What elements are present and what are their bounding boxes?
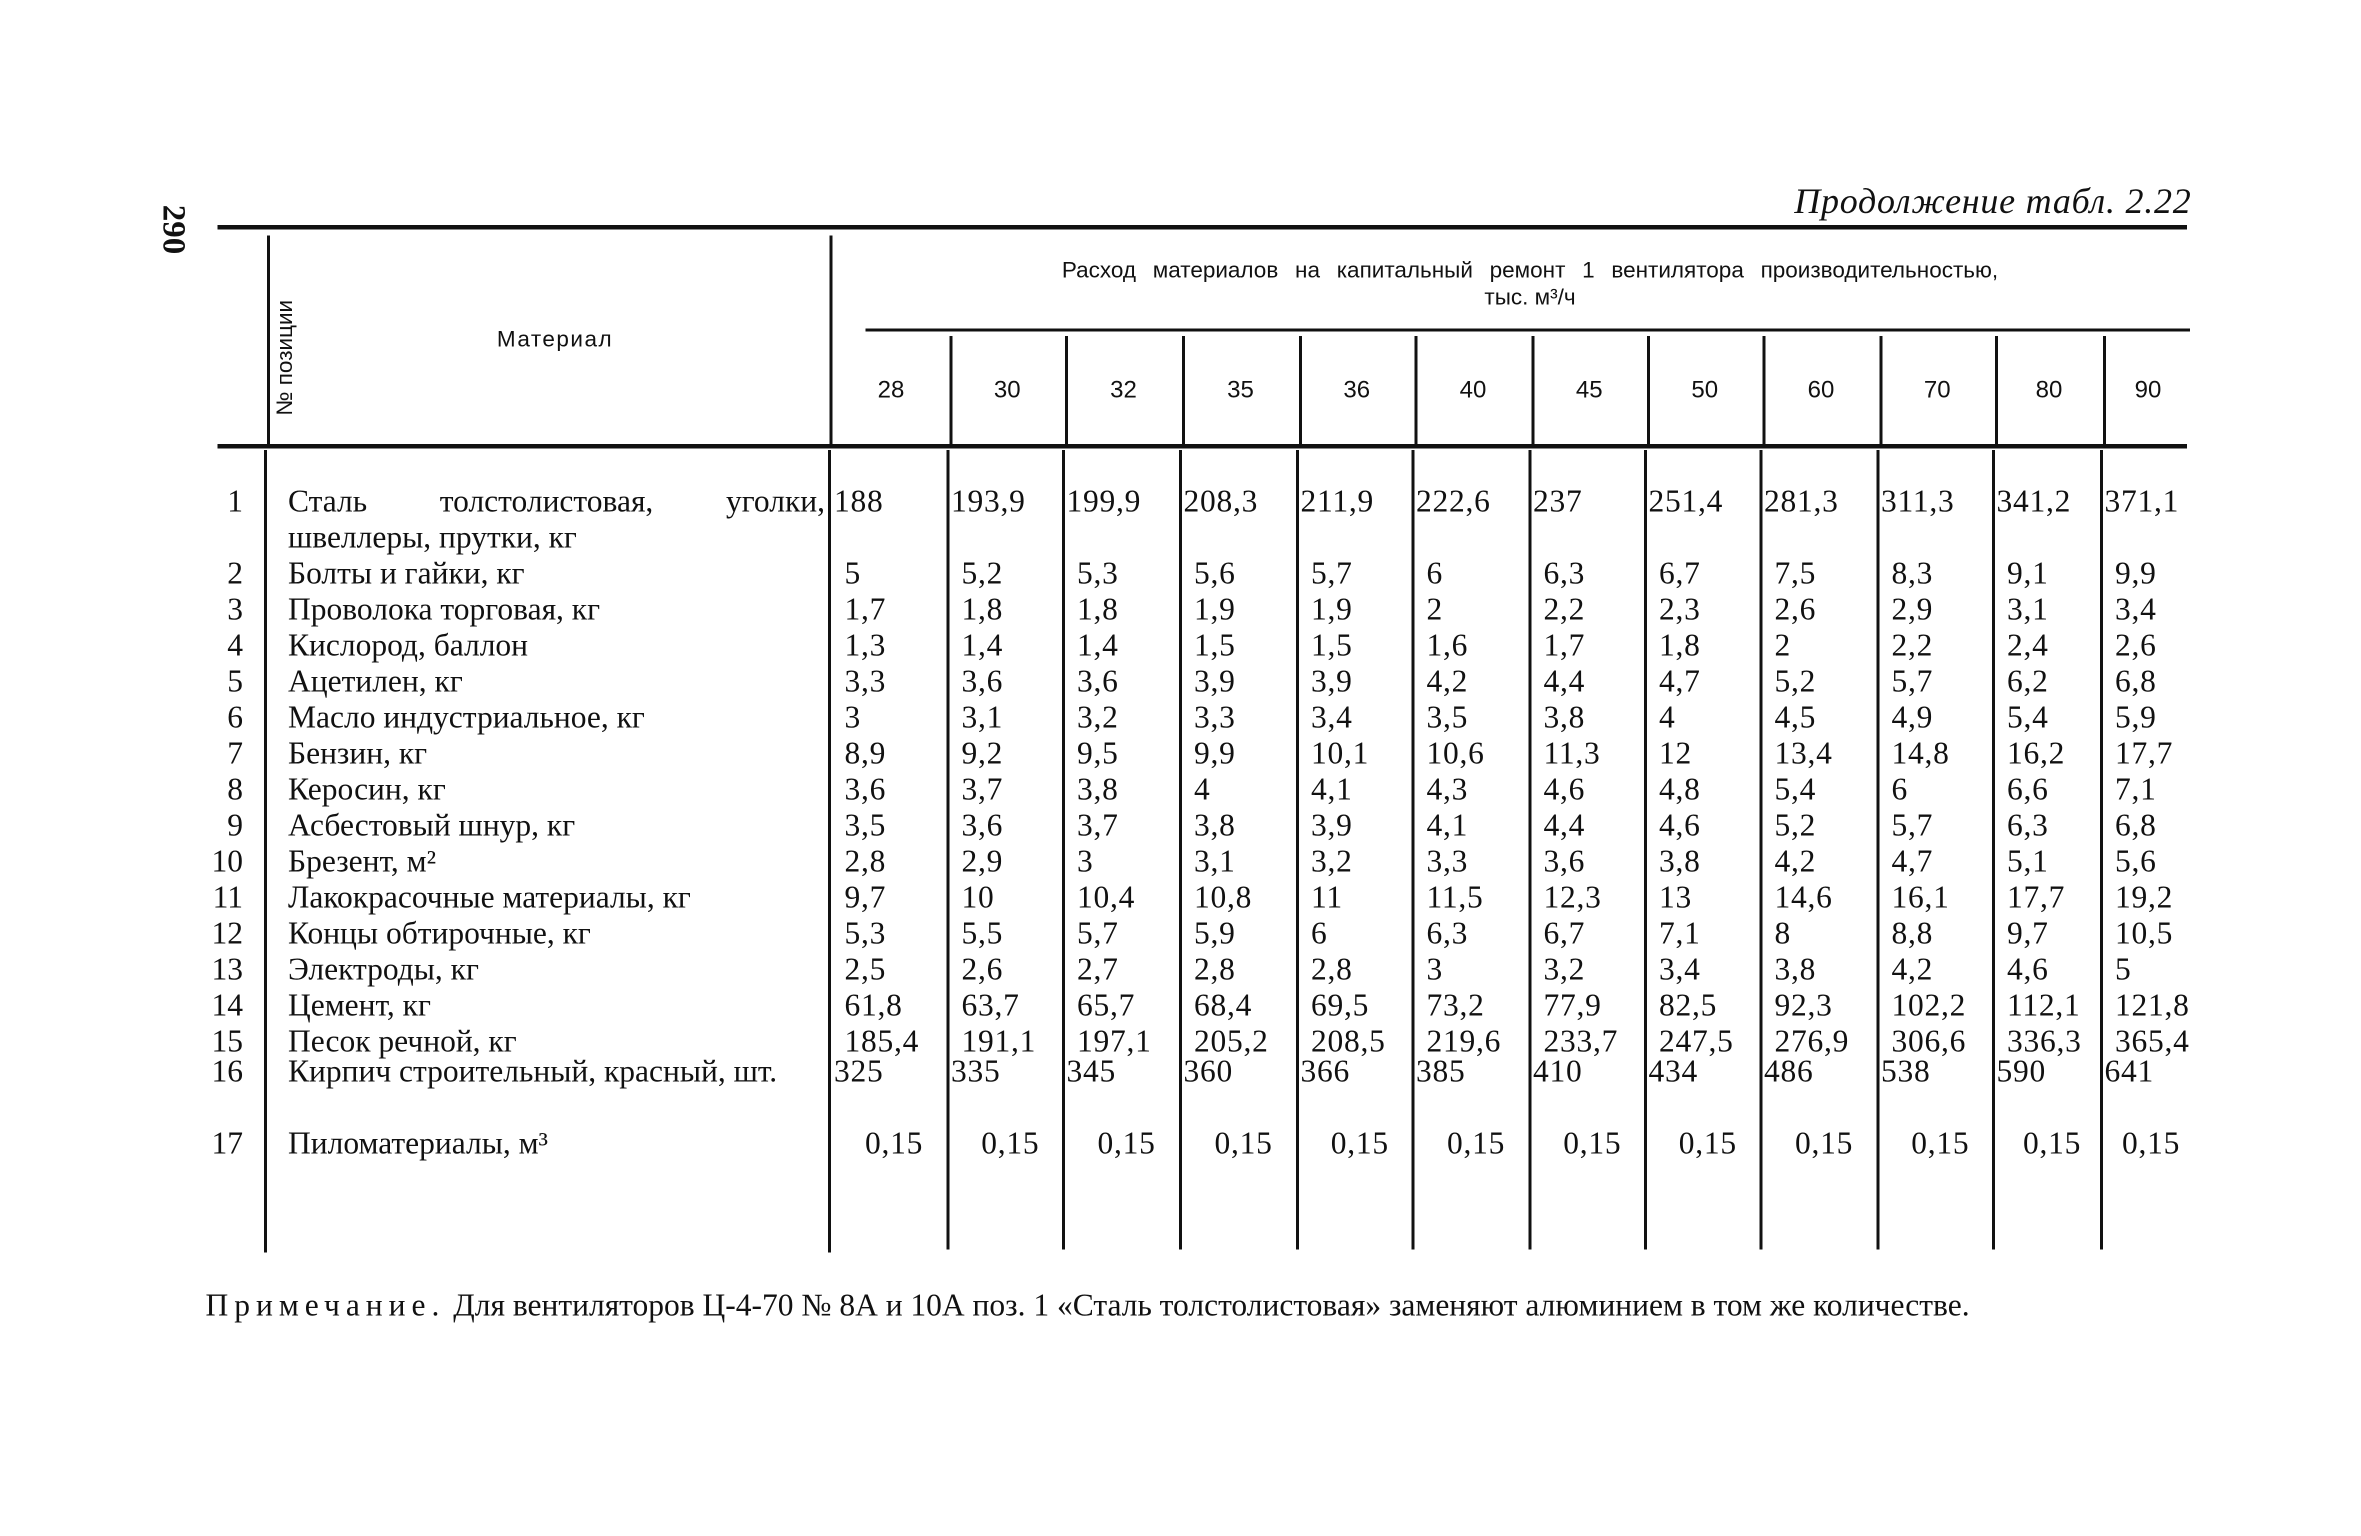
capacity-header: 45 [1575,378,1603,404]
value-cell: 5,4 [2007,699,2049,735]
value-cell: 5,7 [1891,663,1934,699]
value-cell: 121,8 [2115,987,2190,1023]
value-cell: 19,2 [2115,879,2174,915]
value-cell: 9,5 [1077,735,1119,771]
value-cell: 0,15 [1794,1125,1854,1161]
subheader-rule [866,329,2191,331]
value-cell: 6,3 [2007,807,2049,843]
value-cell: 10,5 [2115,915,2174,951]
value-cell: 7,1 [1659,915,1701,951]
value-cell: 205,2 [1194,1023,1269,1059]
value-cell: 2,5 [844,951,887,987]
value-cell: 6,7 [1543,915,1586,951]
capacity-header: 30 [993,378,1021,404]
value-cell: 0,15 [1911,1125,1970,1161]
value-cell: 2 [1774,627,1791,663]
value-cell: 77,9 [1543,987,1602,1023]
value-cell: 365,4 [2115,1023,2190,1059]
value-cell: 0,15 [1214,1125,1273,1161]
value-cell: 3,2 [1077,699,1119,735]
value-cell: 2 [1426,591,1443,627]
value-cell: 4,8 [1659,771,1701,807]
value-cell: 3,6 [1543,843,1586,879]
value-cell: 8,8 [1891,915,1934,951]
capacity-header: 40 [1459,378,1487,404]
body-column-divider [2100,450,2102,1250]
value-cell: 10,8 [1194,879,1253,915]
position-number: 10 [211,843,243,879]
value-cell: 11,5 [1426,879,1484,915]
value-cell: 3 [1077,843,1094,879]
value-cell: 92,3 [1774,987,1833,1023]
value-cell: 3,8 [1659,843,1701,879]
body-column-divider [1644,450,1646,1250]
value-cell: 336,3 [2007,1023,2082,1059]
page-number: 290 [156,204,194,255]
value-cell: 4,9 [1891,699,1934,735]
value-cell: 1,5 [1311,627,1353,663]
value-cell: 69,5 [1311,987,1370,1023]
position-number: 4 [227,627,243,663]
value-cell: 6,8 [2115,807,2157,843]
value-cell: 5,3 [1077,555,1119,591]
value-cell: 4,2 [1891,951,1934,987]
body-column-divider [1062,450,1064,1250]
header-divider-num [267,236,269,446]
value-cell: 6,2 [2007,663,2049,699]
value-cell: 6,8 [2115,663,2157,699]
body-column-divider [1529,450,1531,1250]
body-column-divider [1877,450,1879,1250]
table-caption: Продолжение табл. 2.22 [1794,183,2192,222]
value-cell: 1,8 [961,591,1004,627]
value-cell: 10,1 [1311,735,1370,771]
value-cell: 2,8 [844,843,887,879]
value-cell: 3,8 [1077,771,1119,807]
top-rule [218,225,2188,229]
position-number: 3 [227,591,243,627]
value-cell: 9,1 [2007,555,2049,591]
value-cell: 3,6 [1077,663,1119,699]
value-cell: 3,4 [1659,951,1701,987]
value-cell: 1,8 [1077,591,1119,627]
value-cell: 6,3 [1426,915,1469,951]
value-cell: 2,4 [2007,627,2049,663]
value-cell: 13 [1659,879,1692,915]
value-cell: 6,7 [1659,555,1701,591]
capacity-header: 70 [1923,378,1951,404]
value-cell: 4,1 [1311,771,1353,807]
material-header: Материал [496,327,614,353]
value-cell: 233,7 [1543,1023,1619,1059]
value-cell: 325 [834,1053,884,1089]
body-column-divider [1992,450,1994,1250]
value-cell: 5,9 [2115,699,2157,735]
value-cell: 16,1 [1891,879,1950,915]
value-cell: 2,2 [1543,591,1586,627]
value-cell: 1,5 [1194,627,1236,663]
position-number: 13 [211,951,243,987]
header-bottom-rule [218,444,2188,448]
value-cell: 11 [1311,879,1343,915]
value-cell: 5,7 [1891,807,1934,843]
body-column-divider [1760,450,1762,1250]
value-cell: 3,3 [1426,843,1469,879]
capacity-header: 90 [2134,378,2162,404]
value-cell: 4,5 [1774,699,1817,735]
value-cell: 63,7 [961,987,1020,1023]
value-cell: 9,9 [1194,735,1236,771]
value-cell: 3,4 [1311,699,1353,735]
value-cell: 0,15 [1330,1125,1389,1161]
value-cell: 61,8 [844,987,903,1023]
value-cell: 2,9 [961,843,1004,879]
value-cell: 247,5 [1659,1023,1734,1059]
value-cell: 3,2 [1311,843,1353,879]
value-cell: 3,3 [844,663,887,699]
value-cell: 4 [1194,771,1211,807]
value-cell: 1,7 [844,591,887,627]
value-cell: 1,9 [1194,591,1236,627]
value-cell: 9,2 [961,735,1004,771]
capacity-header: 80 [2035,378,2063,404]
header-divider-material [830,236,832,446]
value-cell: 6,6 [2007,771,2049,807]
value-cell: 2,8 [1194,951,1236,987]
value-cell: 11,3 [1543,735,1601,771]
value-cell: 3,1 [1194,843,1236,879]
value-cell: 1,7 [1543,627,1586,663]
value-cell: 3,1 [2007,591,2049,627]
position-number: 12 [211,915,243,951]
value-cell: 197,1 [1077,1023,1152,1059]
value-cell: 410 [1533,1053,1583,1089]
value-cell: 4,6 [1659,807,1701,843]
value-cell: 191,1 [961,1023,1037,1059]
value-cell: 3,9 [1311,807,1353,843]
value-cell: 1,9 [1311,591,1353,627]
value-cell: 3,4 [2115,591,2157,627]
value-cell: 5,2 [1774,663,1817,699]
value-cell: 6 [1891,771,1908,807]
value-cell: 185,4 [844,1023,920,1059]
value-cell: 0,15 [2121,1125,2181,1161]
note-label: Примечание. [205,1287,446,1323]
value-cell: 4 [1659,699,1676,735]
value-cell: 112,1 [2007,987,2081,1023]
value-cell: 73,2 [1426,987,1485,1023]
note-text: Для вентиляторов Ц-4-70 № 8А и 10А поз. 1 «Сталь толстолистовая» заменяют алюминием в том же количестве. [453,1287,1970,1323]
material-name: Сталь толстолистовая, уголки, швеллеры, прутки, кг [288,483,825,555]
value-cell: 6 [1311,915,1328,951]
value-cell: 3,9 [1194,663,1236,699]
value-cell: 486 [1764,1053,1814,1089]
body-column-divider [1296,450,1298,1250]
value-cell: 4,7 [1891,843,1934,879]
value-cell: 2,8 [1311,951,1353,987]
value-cell: 5,9 [1194,915,1236,951]
value-cell: 17,7 [2115,735,2174,771]
value-cell: 4,1 [1426,807,1469,843]
value-cell: 251,4 [1648,483,1724,519]
value-cell: 14,6 [1774,879,1833,915]
material-name: Кирпич строительный, красный, шт. [288,1053,778,1089]
value-cell: 2,2 [1891,627,1934,663]
value-cell: 371,1 [2104,483,2180,519]
value-cell: 0,15 [2022,1125,2082,1161]
material-name: Концы обтирочные, кг [288,915,591,951]
value-cell: 208,3 [1183,483,1259,519]
position-number: 1 [227,483,243,519]
value-cell: 3,7 [1077,807,1119,843]
value-cell: 2,3 [1659,591,1701,627]
value-cell: 0,15 [1678,1125,1737,1161]
value-cell: 7,1 [2115,771,2157,807]
value-cell: 199,9 [1066,483,1142,519]
material-name: Проволока торговая, кг [288,591,601,627]
value-cell: 1,8 [1659,627,1701,663]
material-name: Пиломатериалы, м³ [288,1125,548,1161]
value-cell: 4,4 [1543,807,1586,843]
body-divider-material [828,450,830,1253]
value-cell: 0,15 [1563,1125,1622,1161]
position-number: 7 [227,735,243,771]
capacity-header: 35 [1227,378,1254,404]
spanning-header-line2: тыс. м³/ч [1484,285,1576,311]
position-number: 16 [211,1053,243,1089]
value-cell: 16,2 [2007,735,2066,771]
capacity-header: 36 [1343,378,1371,404]
value-cell: 3 [1426,951,1443,987]
capacity-header: 50 [1691,378,1719,404]
value-cell: 3,6 [961,663,1004,699]
value-cell: 237 [1533,483,1583,519]
position-number: 15 [211,1023,243,1059]
value-cell: 5 [2115,951,2132,987]
value-cell: 4,7 [1659,663,1701,699]
material-name: Песок речной, кг [288,1023,517,1059]
value-cell: 385 [1416,1053,1466,1089]
value-cell: 345 [1066,1053,1116,1089]
value-cell: 211,9 [1300,483,1374,519]
value-cell: 311,3 [1881,483,1955,519]
capacity-header: 32 [1110,378,1137,404]
position-number: 8 [227,771,243,807]
value-cell: 5,7 [1077,915,1119,951]
value-cell: 3,6 [961,807,1004,843]
value-cell: 10,6 [1426,735,1485,771]
value-cell: 434 [1648,1053,1698,1089]
material-name: Цемент, кг [288,987,431,1023]
value-cell: 2,6 [961,951,1004,987]
value-cell: 3,1 [961,699,1004,735]
value-cell: 9,9 [2115,555,2157,591]
position-header: № позиции [272,299,298,416]
value-cell: 4,2 [1774,843,1817,879]
value-cell: 5,3 [844,915,887,951]
value-cell: 10,4 [1077,879,1136,915]
value-cell: 5,4 [1774,771,1817,807]
value-cell: 208,5 [1311,1023,1386,1059]
material-name: Бензин, кг [288,735,428,771]
value-cell: 1,6 [1426,627,1469,663]
value-cell: 8 [1774,915,1791,951]
value-cell: 4,2 [1426,663,1469,699]
value-cell: 65,7 [1077,987,1136,1023]
value-cell: 0,15 [1446,1125,1506,1161]
value-cell: 341,2 [1996,483,2072,519]
value-cell: 8,9 [844,735,887,771]
value-cell: 8,3 [1891,555,1934,591]
value-cell: 222,6 [1416,483,1491,519]
material-name: Электроды, кг [288,951,479,987]
value-cell: 4,3 [1426,771,1469,807]
value-cell: 306,6 [1891,1023,1967,1059]
value-cell: 4,6 [2007,951,2049,987]
value-cell: 17,7 [2007,879,2066,915]
value-cell: 3,8 [1774,951,1817,987]
value-cell: 5,2 [961,555,1004,591]
value-cell: 3,8 [1194,807,1236,843]
value-cell: 366 [1300,1053,1350,1089]
value-cell: 2,6 [2115,627,2157,663]
value-cell: 3,2 [1543,951,1586,987]
value-cell: 2,6 [1774,591,1817,627]
material-name: Керосин, кг [288,771,446,807]
material-name: Ацетилен, кг [288,663,463,699]
value-cell: 9,7 [844,879,887,915]
value-cell: 3,3 [1194,699,1236,735]
value-cell: 0,15 [864,1125,924,1161]
value-cell: 3,9 [1311,663,1353,699]
value-cell: 6 [1426,555,1443,591]
value-cell: 538 [1881,1053,1931,1089]
position-number: 9 [227,807,243,843]
value-cell: 193,9 [951,483,1026,519]
value-cell: 82,5 [1659,987,1718,1023]
position-number: 14 [211,987,243,1023]
material-name: Болты и гайки, кг [288,555,525,591]
value-cell: 590 [1996,1053,2046,1089]
value-cell: 3,7 [961,771,1004,807]
value-cell: 10 [961,879,995,915]
capacity-header: 60 [1807,378,1835,404]
value-cell: 68,4 [1194,987,1253,1023]
value-cell: 7,5 [1774,555,1817,591]
value-cell: 9,7 [2007,915,2049,951]
value-cell: 102,2 [1891,987,1967,1023]
value-cell: 1,4 [1077,627,1119,663]
body-column-divider [947,450,949,1250]
value-cell: 13,4 [1774,735,1833,771]
value-cell: 641 [2104,1053,2154,1089]
value-cell: 5,6 [2115,843,2157,879]
value-cell: 3,6 [844,771,887,807]
value-cell: 2,7 [1077,951,1119,987]
spanning-header-line1: Расход материалов на капитальный ремонт 1 вентилятора производительностью, [1061,258,1999,284]
material-name: Брезент, м² [288,843,437,879]
value-cell: 3,5 [844,807,887,843]
body-divider-num [264,450,266,1253]
value-cell: 188 [834,483,884,519]
value-cell: 3,5 [1426,699,1469,735]
value-cell: 5 [844,555,861,591]
capacity-header: 28 [877,378,905,404]
value-cell: 219,6 [1426,1023,1502,1059]
value-cell: 5,6 [1194,555,1236,591]
value-cell: 0,15 [981,1125,1040,1161]
value-cell: 5,5 [961,915,1004,951]
material-name: Кислород, баллон [288,627,529,663]
position-number: 5 [227,663,243,699]
value-cell: 1,3 [844,627,887,663]
value-cell: 6,3 [1543,555,1586,591]
material-name: Асбестовый шнур, кг [288,807,576,843]
value-cell: 3,8 [1543,699,1586,735]
table-note [206,1287,2186,1323]
value-cell: 5,1 [2007,843,2049,879]
value-cell: 5,2 [1774,807,1817,843]
value-cell: 4,4 [1543,663,1586,699]
value-cell: 4,6 [1543,771,1586,807]
value-cell: 2,9 [1891,591,1934,627]
body-column-divider [1179,450,1181,1250]
value-cell: 1,4 [961,627,1004,663]
value-cell: 5,7 [1311,555,1353,591]
material-name: Лакокрасочные материалы, кг [288,879,691,915]
value-cell: 276,9 [1774,1023,1850,1059]
position-number: 6 [227,699,243,735]
value-cell: 12 [1659,735,1692,771]
value-cell: 0,15 [1097,1125,1156,1161]
value-cell: 281,3 [1764,483,1839,519]
value-cell: 14,8 [1891,735,1950,771]
position-number: 17 [211,1125,243,1161]
body-column-divider [1412,450,1414,1250]
position-number: 11 [212,879,243,915]
value-cell: 12,3 [1543,879,1602,915]
position-number: 2 [227,555,243,591]
value-cell: 360 [1183,1053,1233,1089]
material-name: Масло индустриальное, кг [288,699,645,735]
value-cell: 335 [951,1053,1001,1089]
value-cell: 3 [844,699,861,735]
